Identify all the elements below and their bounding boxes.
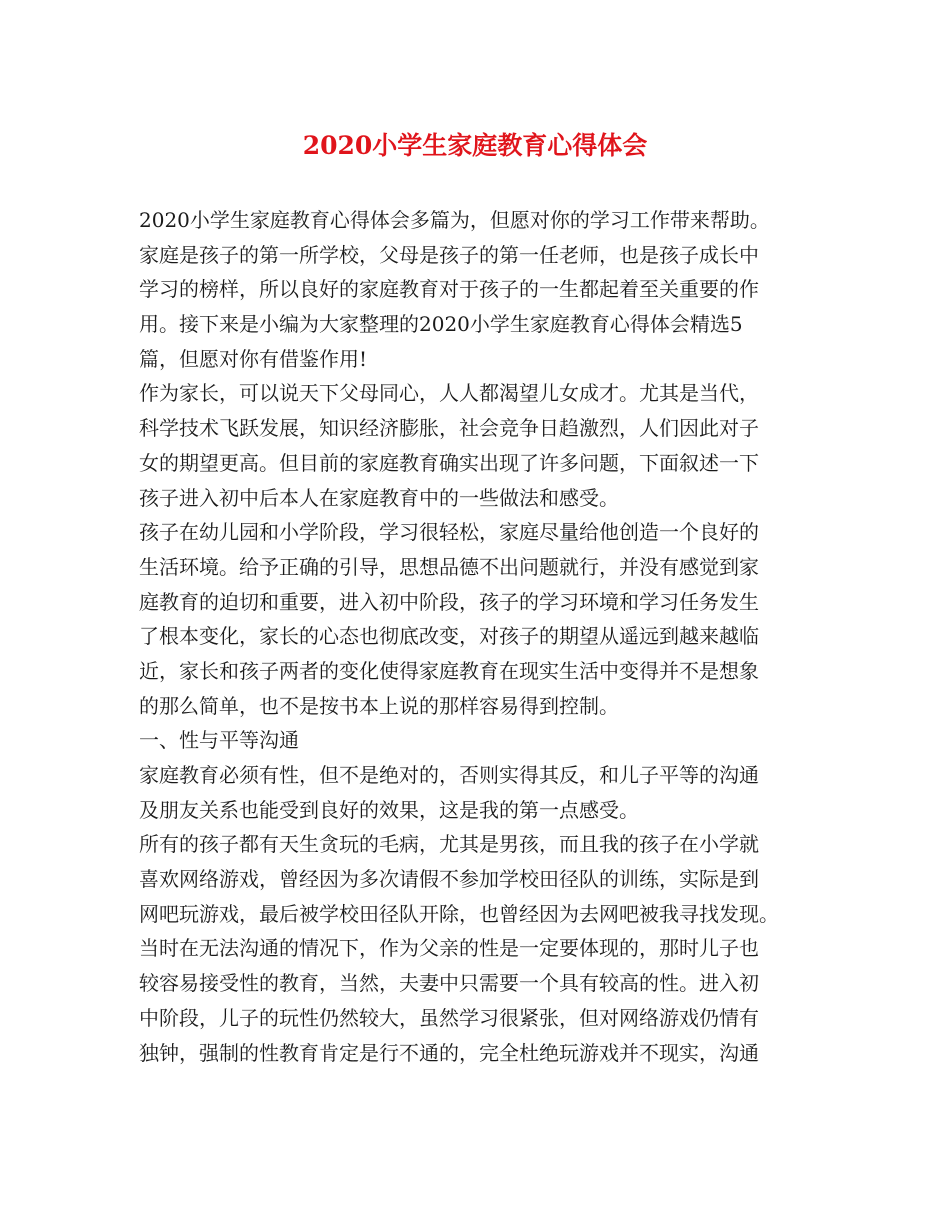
- document-body: [139, 203, 819, 1070]
- text-line: 庭教育的迫切和重要，进入初中阶段，孩子的学习环境和学习任务发生: [139, 589, 759, 614]
- text-line: 家庭是孩子的第一所学校，父母是孩子的第一任老师，也是孩子成长中: [139, 242, 759, 267]
- text-line: 用。接下来是小编为大家整理的2020小学生家庭教育心得体会精选5: [139, 312, 743, 337]
- text-line: 2020小学生家庭教育心得体会多篇为，但愿对你的学习工作带来帮助。: [139, 208, 770, 232]
- text-line: 喜欢网络游戏，曾经因为多次请假不参加学校田径队的训练，实际是到: [139, 867, 759, 892]
- text-line: 学习的榜样，所以良好的家庭教育对于孩子的一生都起着至关重要的作: [139, 277, 759, 302]
- text-line: 作为家长，可以说天下父母同心，人人都渴望儿女成才。尤其是当代，: [139, 381, 759, 406]
- text-line: 所有的孩子都有天生贪玩的毛病，尤其是男孩，而且我的孩子在小学就: [139, 832, 759, 857]
- text-line: 了根本变化，家长的心态也彻底改变，对孩子的期望从遥远到越来越临: [139, 624, 759, 649]
- text-line: 及朋友关系也能受到良好的效果，这是我的第一点感受。: [139, 797, 639, 822]
- text-line: 女的期望更高。但目前的家庭教育确实出现了许多问题，下面叙述一下: [139, 450, 759, 475]
- text-line: 当时在无法沟通的情况下，作为父亲的性是一定要体现的，那时儿子也: [139, 936, 759, 961]
- text-line: 网吧玩游戏，最后被学校田径队开除，也曾经因为去网吧被我寻找发现。: [139, 901, 779, 926]
- document-title: 2020小学生家庭教育心得体会: [302, 131, 648, 160]
- text-line: 科学技术飞跃发展，知识经济膨胀，社会竞争日趋激烈，人们因此对子: [139, 416, 759, 441]
- text-line: 孩子在幼儿园和小学阶段，学习很轻松，家庭尽量给他创造一个良好的: [139, 520, 759, 545]
- text-line: 的那么简单，也不是按书本上说的那样容易得到控制。: [139, 693, 619, 718]
- text-line: 孩子进入初中后本人在家庭教育中的一些做法和感受。: [139, 485, 619, 510]
- text-line: 独钟，强制的性教育肯定是行不通的，完全杜绝玩游戏并不现实，沟通: [139, 1040, 759, 1065]
- text-line: 较容易接受性的教育，当然，夫妻中只需要一个具有较高的性。进入初: [139, 971, 759, 996]
- text-line: 近，家长和孩子两者的变化使得家庭教育在现实生活中变得并不是想象: [139, 658, 759, 683]
- text-line: 篇，但愿对你有借鉴作用!: [139, 346, 368, 371]
- section-heading: 一、性与平等沟通: [139, 728, 299, 753]
- text-line: 中阶段，儿子的玩性仍然较大，虽然学习很紧张，但对网络游戏仍情有: [139, 1005, 759, 1030]
- text-line: 家庭教育必须有性，但不是绝对的，否则实得其反，和儿子平等的沟通: [139, 763, 759, 787]
- text-line: 生活环境。给予正确的引导，思想品德不出问题就行，并没有感觉到家: [139, 554, 759, 579]
